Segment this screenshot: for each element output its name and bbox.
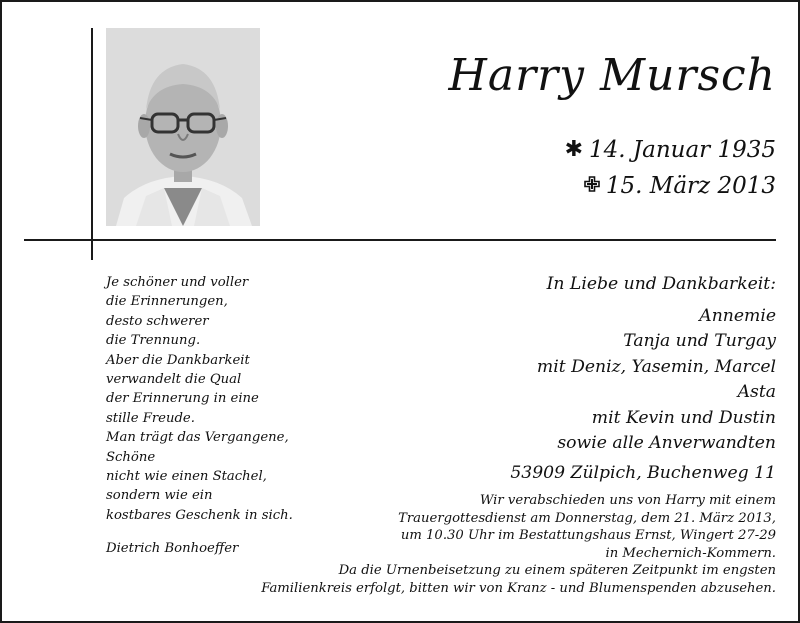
star-icon: ✱ (564, 137, 583, 162)
poem-line: Man trägt das Vergangene, (106, 430, 289, 446)
service-line: Da die Urnenbeisetzung zu einem späteren Zeitpunkt im engsten (338, 563, 776, 579)
poem-line: desto schwerer (106, 313, 209, 329)
family-member: mit Deniz, Yasemin, Marcel (536, 356, 776, 377)
service-line: um 10.30 Uhr im Bestattungshaus Ernst, Wingert 27-29 (400, 528, 776, 544)
poem-line: der Erinnerung in eine (106, 391, 259, 407)
poem-author: Dietrich Bonhoeffer (106, 541, 239, 557)
poem-line: sondern wie ein (106, 488, 213, 504)
death-date: 15. März 2013 (605, 173, 776, 199)
poem-line: Aber die Dankbarkeit (106, 352, 250, 368)
poem-line: nicht wie einen Stachel, (106, 469, 267, 485)
family-member: Annemie (699, 305, 776, 326)
family-block (510, 272, 776, 486)
poem-line: Je schöner und voller (106, 275, 249, 290)
family-member: Asta (737, 382, 776, 402)
poem-line: stille Freude. (106, 410, 195, 426)
birth-line (565, 132, 776, 168)
vertical-divider (91, 28, 93, 260)
service-line: Trauergottesdienst am Donnerstag, dem 21. März 2013, (398, 510, 776, 526)
service-line: Wir verabschieden uns von Harry mit einem (479, 493, 776, 508)
family-member: Tanja und Turgay (623, 331, 776, 351)
cross-icon (584, 168, 600, 204)
family-heading: In Liebe und Dankbarkeit: (546, 274, 776, 294)
poem-line: die Trennung. (106, 333, 201, 349)
family-address: 53909 Zülpich, Buchenweg 11 (510, 462, 776, 483)
poem-line: Schöne (106, 449, 156, 465)
life-dates (565, 132, 776, 204)
horizontal-divider (24, 239, 776, 241)
service-line: in Mechernich-Kommern. (605, 545, 776, 561)
family-member: sowie alle Anverwandten (557, 433, 776, 453)
service-line: Familienkreis erfolgt, bitten wir von Kranz - und Blumenspenden abzusehen. (261, 580, 776, 596)
poem-line: die Erinnerungen, (106, 294, 228, 310)
poem-line: kostbares Geschenk in sich. (106, 507, 293, 523)
service-info (261, 492, 776, 598)
family-member: mit Kevin und Dustin (591, 407, 776, 428)
poem-line: verwandelt die Qual (106, 372, 242, 388)
death-line (565, 168, 776, 204)
deceased-name: Harry Mursch (448, 50, 776, 101)
portrait-photo (106, 28, 260, 226)
birth-date: 14. Januar 1935 (589, 137, 776, 163)
